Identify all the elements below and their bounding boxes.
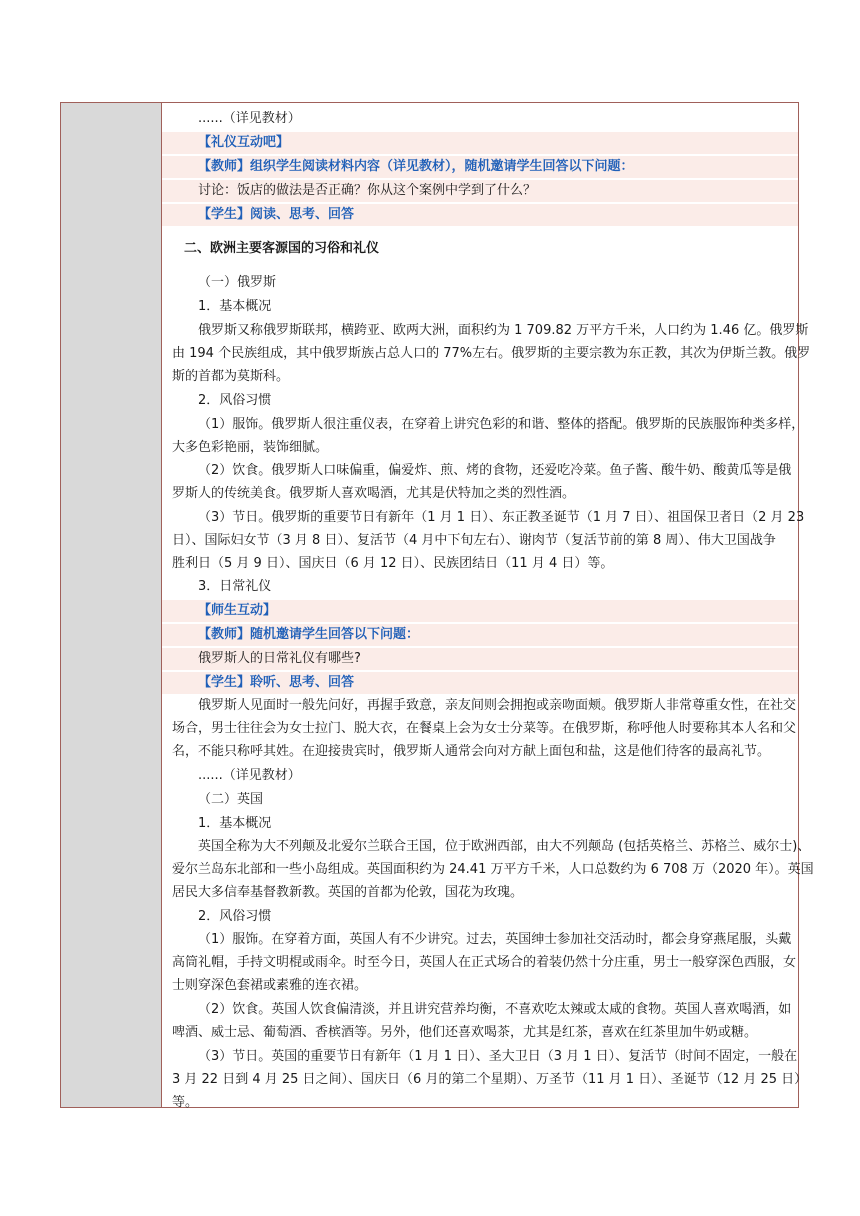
text-line [162,553,798,575]
lesson-table [60,102,814,1110]
line-text: 俄罗斯又称俄罗斯联邦，横跨亚、欧两大洲，面积约为 1 709.82 万平方千米，人口约为 1.46 亿。俄罗斯 [198,323,809,338]
line-text: 斯的首都为莫斯科。 [172,369,290,384]
line-text: 高筒礼帽，手持文明棍或雨伞。时至今日，英国人在正式场合的着装仍然十分庄重，男士一般穿深色西服，女 [172,955,797,970]
highlight-line [162,180,798,202]
line-text: 二、欧洲主要客源国的习俗和礼仪 [184,241,380,256]
text-line [162,859,814,881]
text-line [162,1022,798,1044]
text-line [162,460,798,482]
text-line [162,530,798,552]
highlight-line [162,624,798,646]
line-text: ......（详见教材） [198,768,301,783]
line-text: （3）节日。英国的重要节日有新年（1 月 1 日）、圣大卫日（3 月 1 日）、复活节（时间不固定，一般在 [198,1049,798,1064]
content-column [162,103,814,1110]
line-text: （二）英国 [198,792,264,807]
line-text: 场合，男士往往会为女士拉门、脱大衣，在餐桌上会为女士分菜等。在俄罗斯，称呼他人时要称其本人名和父 [172,721,797,736]
text-line [162,108,798,130]
line-text: 2．风俗习惯 [198,393,272,408]
highlight-line [162,672,798,694]
highlight-line [162,156,798,178]
text-line [162,390,798,412]
line-text: 英国全称为大不列颠及北爱尔兰联合王国，位于欧洲西部，由大不列颠岛 (包括英格兰、苏格兰、威尔士)、 [198,839,811,854]
line-text: （2）饮食。英国人饮食偏清淡，并且讲究营养均衡，不喜欢吃太辣或太咸的食物。英国人喜欢喝酒，如 [198,1002,792,1017]
text-line [162,765,798,787]
line-text: 讨论：饭店的做法是否正确？你从这个案例中学到了什么？ [198,183,537,198]
line-text: 胜利日（5 月 9 日）、国庆日（6 月 12 日）、民族团结日（11 月 4 日）等。 [172,556,614,571]
text-line [162,1092,798,1114]
line-text: 3 月 22 日到 4 月 25 日之间）、国庆日（6 月的第二个星期）、万圣节（11 月 1 日）、圣诞节（12 月 25 日） [172,1072,808,1087]
line-text: 1．基本概况 [198,816,272,831]
text-line [162,320,809,342]
text-line [162,952,798,974]
text-line [162,882,798,904]
line-text: 【礼仪互动吧】 [198,135,290,150]
line-text: 啤酒、威士忌、葡萄酒、香槟酒等。另外，他们还喜欢喝茶，尤其是红茶，喜欢在红茶里加牛奶或糖。 [172,1025,758,1040]
line-text: 【教师】随机邀请学生回答以下问题： [198,627,420,642]
line-text: 等。 [172,1095,199,1110]
line-text: （3）节日。俄罗斯的重要节日有新年（1 月 1 日）、东正教圣诞节（1 月 7 日）、祖国保卫者日（2 月 23 [198,510,805,525]
line-text: 居民大多信奉基督教新教。英国的首都为伦敦，国花为玫瑰。 [172,885,524,900]
line-text: 【学生】阅读、思考、回答 [198,207,355,222]
line-text: （1）服饰。俄罗斯人很注重仪表，在穿着上讲究色彩的和谐、整体的搭配。俄罗斯的民族服饰种类多样， [198,417,805,432]
line-text: ......（详见教材） [198,111,301,126]
highlight-line [162,600,798,622]
highlight-line [162,132,798,154]
text-line [162,999,798,1021]
line-text: 【学生】聆听、思考、回答 [198,675,355,690]
text-line [162,483,798,505]
text-line [162,789,798,811]
left-column [61,103,162,1107]
line-text: 日）、国际妇女节（3 月 8 日）、复活节（4 月中下旬左右）、谢肉节（复活节前的第 8 周）、伟大卫国战争 [172,533,776,548]
line-text: 由 194 个民族组成，其中俄罗斯族占总人口的 77%左右。俄罗斯的主要宗教为东正教，其次为伊斯兰教。俄罗 [172,346,811,361]
text-line [162,414,805,436]
text-line [162,576,798,598]
text-line [162,741,798,763]
line-text: 【师生互动】 [198,603,277,618]
text-line [162,975,798,997]
text-line [162,718,798,740]
text-line [162,906,798,928]
highlight-line [162,204,798,226]
text-line [162,695,798,717]
line-text: （2）饮食。俄罗斯人口味偏重，偏爱炸、煎、烤的食物，还爱吃冷菜。鱼子酱、酸牛奶、酸黄瓜等是俄 [198,463,792,478]
text-line [162,929,798,951]
line-text: 俄罗斯人的日常礼仪有哪些? [198,651,361,666]
highlight-line [162,648,798,670]
text-line [162,437,798,459]
line-text: （一）俄罗斯 [198,275,277,290]
line-text: 大多色彩艳丽，装饰细腻。 [172,440,329,455]
text-line [162,1069,808,1091]
line-text: 【教师】组织学生阅读材料内容（详见教材），随机邀请学生回答以下问题： [198,159,634,174]
line-text: 名，不能只称呼其姓。在迎接贵宾时，俄罗斯人通常会向对方献上面包和盐，这是他们待客的最高礼节。 [172,744,771,759]
line-text: 2．风俗习惯 [198,909,272,924]
text-line [162,366,798,388]
text-line [162,272,798,294]
line-text: （1）服饰。在穿着方面，英国人有不少讲究。过去，英国绅士参加社交活动时，都会身穿燕尾服，头戴 [198,932,792,947]
text-line [162,836,811,858]
text-line [162,238,798,260]
text-line [162,343,811,365]
line-text: 1．基本概况 [198,299,272,314]
line-text: 爱尔兰岛东北部和一些小岛组成。英国面积约为 24.41 万平方千米，人口总数约为 6 708 万（2020 年）。英国 [172,862,814,877]
line-text: 士则穿深色套裙或素雅的连衣裙。 [172,978,368,993]
text-line [162,507,805,529]
text-line [162,296,798,318]
text-line [162,1046,798,1068]
line-text: 俄罗斯人见面时一般先问好，再握手致意，亲友间则会拥抱或亲吻面颊。俄罗斯人非常尊重女性，在社交 [198,698,797,713]
line-text: 罗斯人的传统美食。俄罗斯人喜欢喝酒，尤其是伏特加之类的烈性酒。 [172,486,576,501]
text-line [162,813,798,835]
line-text: 3．日常礼仪 [198,579,272,594]
